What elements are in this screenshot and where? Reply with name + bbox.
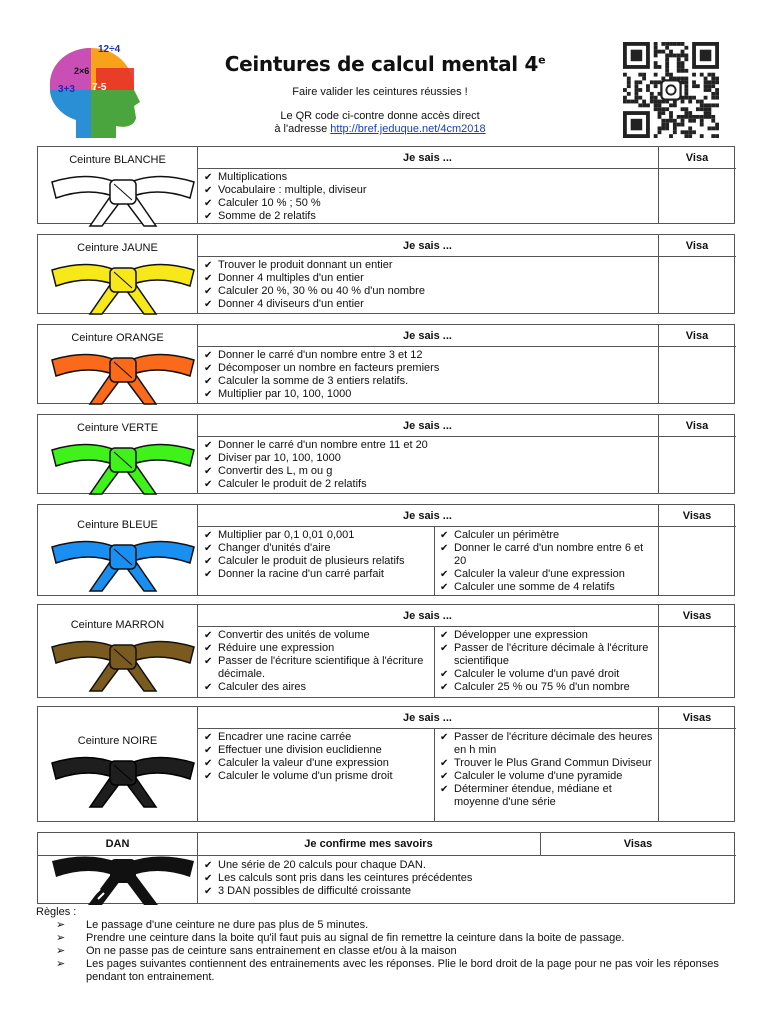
skill-item: ✔ Calculer un périmètre (440, 529, 654, 542)
skill-item: ✔ Vocabulaire : multiple, diviseur (204, 184, 654, 197)
qr-address-line: à l'adresse http://bref.jeduque.net/4cm2018 (274, 123, 486, 135)
skill-item: ✔ Calculer le volume d'une pyramide (440, 770, 654, 783)
skill-item: ✔ Calculer le produit de 2 relatifs (204, 478, 654, 491)
dan-item: ✔ 3 DAN possibles de difficulté croissante (204, 885, 724, 898)
skill-item: ✔ Calculer la valeur d'une expression (440, 568, 654, 581)
skill-item: ✔ Trouver le Plus Grand Commun Diviseur (440, 757, 654, 770)
skills-list (204, 259, 654, 311)
skill-item: ✔ Donner 4 diviseurs d'un entier (204, 298, 654, 311)
skill-item: ✔ Déterminer étendue, médiane et moyenne d'une série (440, 783, 654, 809)
skills-list (204, 629, 430, 694)
rules-label: Règles : (36, 906, 77, 918)
skill-item: ✔ Calculer la valeur d'une expression (204, 757, 430, 770)
skills-list (204, 439, 654, 491)
skill-item: ✔ Calculer la somme de 3 entiers relatifs. (204, 375, 654, 388)
rules-section (36, 906, 736, 984)
belt-icon (50, 533, 196, 593)
belt-name: Ceinture BLANCHE (69, 154, 166, 166)
skill-item: ✔ Multiplications (204, 171, 654, 184)
belt-row (37, 324, 735, 404)
visa-header: Visas (682, 510, 712, 522)
belt-row (37, 604, 735, 698)
skills-list (440, 731, 654, 809)
belt-icon (50, 168, 196, 228)
visa-header: Visa (685, 420, 709, 432)
skill-item: ✔ Diviser par 10, 100, 1000 (204, 452, 654, 465)
belt-row (37, 414, 735, 494)
belt-header: Je sais ... (403, 330, 452, 342)
skill-item: ✔ Développer une expression (440, 629, 654, 642)
dan-list (204, 859, 724, 898)
qr-link[interactable]: http://bref.jeduque.net/4cm2018 (330, 123, 486, 135)
subtitle: Faire valider les ceintures réussies ! (292, 86, 468, 98)
visa-header: Visa (685, 240, 709, 252)
skill-item: ✔ Calculer une somme de 4 relatifs (440, 581, 654, 594)
belt-icon (50, 436, 196, 496)
visa-cell[interactable] (659, 627, 735, 697)
rule-item: ➢ On ne passe pas de ceinture sans entrainement en classe et/ou à la maison (36, 945, 736, 958)
skills-list (440, 529, 654, 594)
skill-item: ✔ Donner le carré d'un nombre entre 6 et 20 (440, 542, 654, 568)
visa-cell[interactable] (659, 527, 735, 595)
belt-name: Ceinture JAUNE (77, 242, 158, 254)
skill-item: ✔ Calculer le produit de plusieurs relatifs (204, 555, 430, 568)
belt-row (37, 146, 735, 224)
dan-row (37, 832, 735, 904)
belt-icon (50, 749, 196, 809)
belt-name: Ceinture VERTE (76, 422, 159, 434)
belt-icon (50, 633, 196, 693)
belt-name: Ceinture MARRON (70, 619, 165, 631)
skills-list (204, 529, 430, 581)
skill-item: ✔ Calculer des aires (204, 681, 430, 694)
visa-cell[interactable] (659, 169, 735, 223)
logo-number: 2×6 (74, 66, 90, 76)
belt-row (37, 706, 735, 822)
visa-header: Visas (682, 712, 712, 724)
skills-list (204, 171, 654, 223)
belt-header: Je sais ... (403, 712, 452, 724)
logo-number: 7-5 (92, 82, 107, 93)
belt-row (37, 504, 735, 596)
belt-header: Je sais ... (403, 610, 452, 622)
logo-number: 3+3 (58, 84, 75, 95)
skill-item: ✔ Calculer le volume d'un prisme droit (204, 770, 430, 783)
rule-item: ➢ Les pages suivantes contiennent des entrainements avec les réponses. Plie le bord droit de la page pour ne pas voir les réponses pendant ton entrainement. (36, 958, 736, 984)
visa-cell[interactable] (659, 257, 735, 313)
skill-item: ✔ Donner 4 multiples d'un entier (204, 272, 654, 285)
dan-visa-header: Visas (623, 838, 653, 850)
belt-header: Je sais ... (403, 152, 452, 164)
skill-item: ✔ Passer de l'écriture décimale des heures en h min (440, 731, 654, 757)
belt-name: Ceinture BLEUE (77, 519, 158, 531)
belt-header: Je sais ... (403, 420, 452, 432)
skills-list (204, 731, 430, 783)
belt-icon (50, 346, 196, 406)
dan-item: ✔ Les calculs sont pris dans les ceintures précédentes (204, 872, 724, 885)
dan-belt-icon (50, 849, 196, 905)
skill-item: ✔ Passer de l'écriture scientifique à l'écriture décimale. (204, 655, 430, 681)
skills-list (204, 349, 654, 401)
belt-icon (50, 256, 196, 316)
skill-item: ✔ Décomposer un nombre en facteurs premiers (204, 362, 654, 375)
skill-item: ✔ Convertir des unités de volume (204, 629, 430, 642)
rule-item: ➢ Le passage d'une ceinture ne dure pas plus de 5 minutes. (36, 919, 736, 932)
dan-item: ✔ Une série de 20 calculs pour chaque DAN. (204, 859, 724, 872)
belt-row (37, 234, 735, 314)
skills-list (440, 629, 654, 694)
skill-item: ✔ Donner le carré d'un nombre entre 3 et 12 (204, 349, 654, 362)
visa-header: Visa (685, 330, 709, 342)
visa-cell[interactable] (659, 437, 735, 493)
qr-code-icon[interactable] (623, 42, 719, 138)
skill-item: ✔ Calculer 10 % ; 50 % (204, 197, 654, 210)
skill-item: ✔ Passer de l'écriture décimale à l'écriture scientifique (440, 642, 654, 668)
skill-item: ✔ Effectuer une division euclidienne (204, 744, 430, 757)
belt-name: Ceinture ORANGE (71, 332, 164, 344)
belt-header: Je sais ... (403, 240, 452, 252)
skill-item: ✔ Calculer 25 % ou 75 % d'un nombre (440, 681, 654, 694)
skill-item: ✔ Calculer 20 %, 30 % ou 40 % d'un nombre (204, 285, 654, 298)
logo-number: 12÷4 (98, 44, 121, 55)
dan-name: DAN (105, 838, 130, 850)
visa-cell[interactable] (659, 347, 735, 403)
skill-item: ✔ Encadrer une racine carrée (204, 731, 430, 744)
qr-info-text: Le QR code ci-contre donne accès direct (280, 110, 480, 122)
visa-cell[interactable] (659, 729, 735, 821)
page-title: Ceintures de calcul mental 4e (224, 52, 546, 76)
skill-item: ✔ Multiplier par 0,1 0,01 0,001 (204, 529, 430, 542)
skill-item: ✔ Convertir des L, m ou g (204, 465, 654, 478)
belt-name: Ceinture NOIRE (77, 735, 158, 747)
dan-header: Je confirme mes savoirs (304, 838, 433, 850)
skill-item: ✔ Changer d'unités d'aire (204, 542, 430, 555)
skill-item: ✔ Multiplier par 10, 100, 1000 (204, 388, 654, 401)
visa-header: Visas (682, 610, 712, 622)
skill-item: ✔ Somme de 2 relatifs (204, 210, 654, 223)
visa-header: Visa (685, 152, 709, 164)
skill-item: ✔ Donner le carré d'un nombre entre 11 et 20 (204, 439, 654, 452)
puzzle-head-logo (36, 40, 146, 140)
skill-item: ✔ Donner la racine d'un carré parfait (204, 568, 430, 581)
rule-item: ➢ Prendre une ceinture dans la boite qu'il faut puis au signal de fin remettre la ceinture dans la boite de passage. (36, 932, 736, 945)
skill-item: ✔ Réduire une expression (204, 642, 430, 655)
belt-header: Je sais ... (403, 510, 452, 522)
skill-item: ✔ Calculer le volume d'un pavé droit (440, 668, 654, 681)
skill-item: ✔ Trouver le produit donnant un entier (204, 259, 654, 272)
